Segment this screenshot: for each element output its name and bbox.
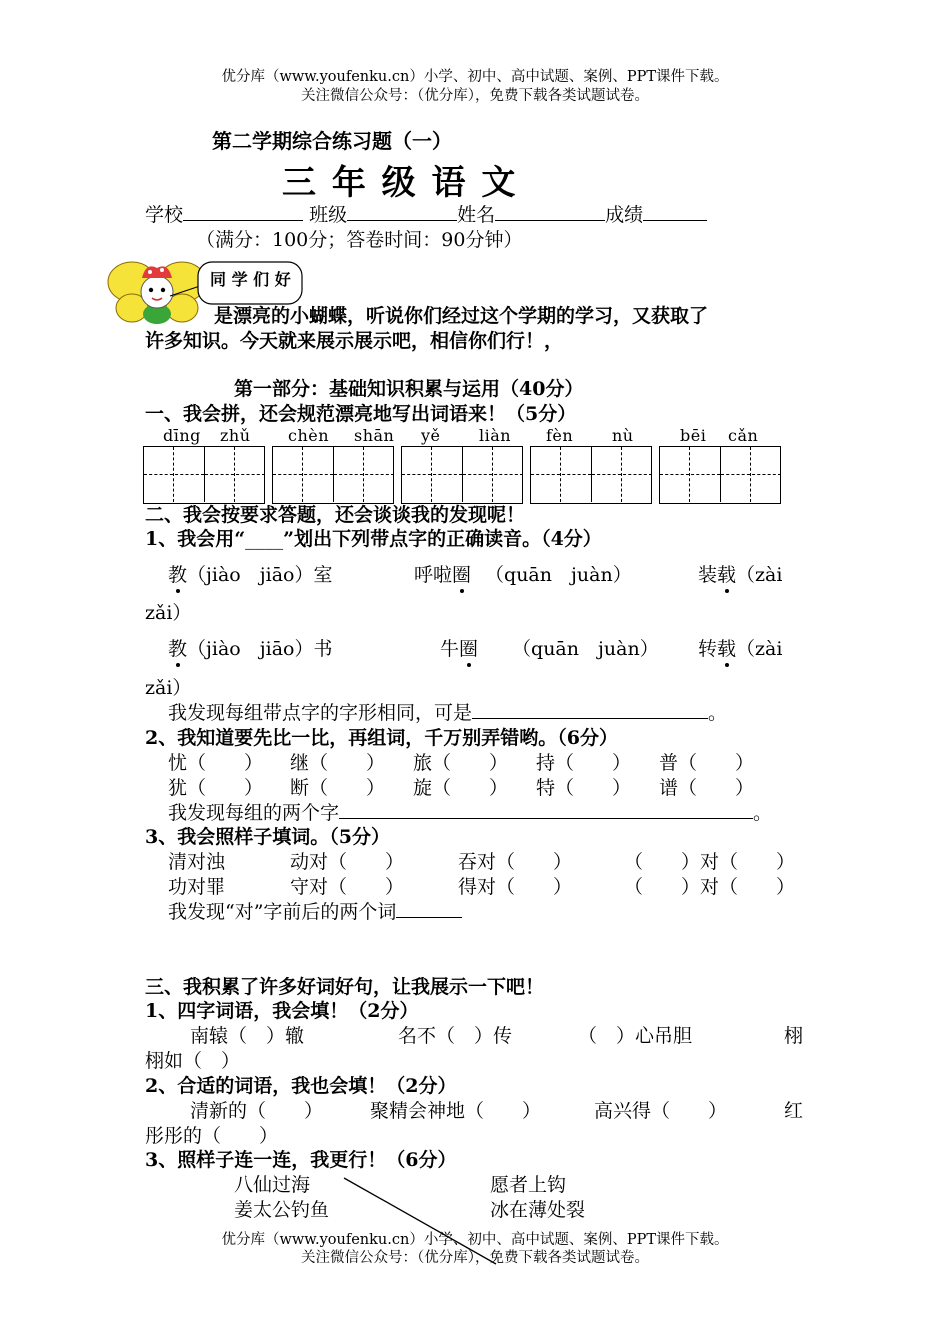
answer-blank[interactable] [472, 700, 708, 719]
q2-title: 二、我会按要求答题，还会谈谈我的发现呢！ [145, 504, 526, 526]
part3-q1-title: 1、四字词语，我会填！（2分） [145, 1000, 419, 1022]
phrase-item: 聚精会神地（ ） [370, 1100, 542, 1122]
footer-line-1: 优分库（www.youfenku.cn）小学、初中、高中试题、案例、PPT课件下载。 [221, 1232, 729, 1248]
speech-bubble-text: 同 学 们 好 [210, 270, 291, 289]
writing-grid[interactable] [659, 446, 781, 504]
score-label: 成绩 [605, 204, 644, 226]
idiom-item: 南辕（ ）辙 [190, 1025, 305, 1047]
answer-blank[interactable] [396, 899, 462, 918]
student-info-row [145, 200, 707, 227]
pinyin-label: chèn [288, 426, 330, 445]
class-label: 班级 [309, 204, 348, 226]
q2-3-find: 我发现“对”字前后的两个词 [168, 897, 462, 924]
q2-2-title: 2、我知道要先比一比，再组词，千万别弄错哟。（6分） [145, 727, 618, 749]
reading-item: 教（jiào jiāo）书 [168, 638, 333, 660]
antonym-item: 功对罪 [168, 876, 226, 898]
phrase-item: 红 [784, 1100, 804, 1122]
name-label: 姓名 [457, 204, 496, 226]
writing-grid[interactable] [530, 446, 652, 504]
pinyin-label: zhǔ [220, 426, 251, 445]
school-label: 学校 [145, 204, 184, 226]
match-right-item[interactable]: 愿者上钩 [490, 1174, 567, 1196]
pinyin-label: cǎn [728, 426, 759, 445]
q2-1-title: 1、我会用“____”划出下列带点字的正确读音。（4分） [145, 528, 602, 550]
word-item: 断（ ） [290, 777, 386, 799]
reading-item: 转载（zài [698, 638, 783, 660]
word-item: 谱（ ） [659, 777, 755, 799]
intro-line-2: 许多知识。今天就来展示展示吧，相信你们行！， [145, 330, 564, 352]
pinyin-label: dīng [163, 426, 201, 445]
exam-meta: （满分：100分；答卷时间：90分钟） [196, 229, 523, 251]
reading-wrap: zǎi） [145, 602, 192, 624]
phrase-wrap: 彤彤的（ ） [145, 1125, 279, 1147]
part1-title: 第一部分：基础知识积累与运用（40分） [234, 378, 584, 400]
pinyin-label: yě [421, 426, 441, 445]
part3-q2-title: 2、合适的词语，我也会填！（2分） [145, 1075, 457, 1097]
antonym-item: 动对（ ） [290, 851, 405, 873]
word-item: 犹（ ） [168, 777, 264, 799]
q2-1-find: 我发现每组带点字的字形相同，可是 。 [168, 702, 728, 724]
reading-item: 教（jiào jiāo）室 [168, 564, 333, 586]
header-line-1: 优分库（www.youfenku.cn）小学、初中、高中试题、案例、PPT课件下载。 [221, 69, 729, 85]
antonym-item: 清对浊 [168, 851, 226, 873]
q2-3-title: 3、我会照样子填词。（5分） [145, 826, 390, 848]
name-blank[interactable] [495, 202, 605, 221]
antonym-item: （ ）对（ ） [624, 876, 796, 898]
antonym-item: 守对（ ） [290, 876, 405, 898]
reading-item: 装载（zài [698, 564, 783, 586]
q1-title: 一、我会拼，还会规范漂亮地写出词语来！（5分） [145, 403, 577, 425]
reading-item: 呼啦圈 （quān juàn） [414, 564, 632, 586]
idiom-item: 名不（ ）传 [398, 1025, 513, 1047]
part3-q3-title: 3、照样子连一连，我更行！（6分） [145, 1149, 457, 1171]
phrase-item: 清新的（ ） [190, 1100, 324, 1122]
reading-item: 牛圈 （quān juàn） [440, 638, 659, 660]
reading-wrap: zǎi） [145, 677, 192, 699]
pinyin-label: nù [612, 426, 634, 445]
phrase-item: 高兴得（ ） [594, 1100, 728, 1122]
word-item: 忧（ ） [168, 752, 264, 774]
class-blank[interactable] [347, 202, 457, 221]
score-blank[interactable] [643, 202, 707, 221]
antonym-item: 得对（ ） [458, 876, 573, 898]
pinyin-label: bēi [680, 426, 707, 445]
part3-title: 三、我积累了许多好词好句，让我展示一下吧！ [145, 976, 545, 998]
antonym-item: （ ）对（ ） [624, 851, 796, 873]
idiom-wrap: 栩如（ ） [145, 1050, 241, 1072]
match-left-item[interactable]: 八仙过海 [234, 1174, 311, 1196]
school-blank[interactable] [183, 202, 303, 221]
answer-blank[interactable] [339, 800, 753, 819]
header-line-2: 关注微信公众号：（优分库），免费下载各类试题试卷。 [301, 88, 649, 104]
writing-grid[interactable] [143, 446, 265, 504]
writing-grid[interactable] [401, 446, 523, 504]
pinyin-label: shān [354, 426, 395, 445]
pinyin-label: liàn [479, 426, 512, 445]
intro-line-1: 是漂亮的小蝴蝶，听说你们经过这个学期的学习，又获取了 [214, 305, 709, 327]
idiom-item: 栩 [784, 1025, 804, 1047]
idiom-item: （ ）心吊胆 [578, 1025, 693, 1047]
word-item: 持（ ） [536, 752, 632, 774]
word-item: 旋（ ） [413, 777, 509, 799]
word-item: 特（ ） [536, 777, 632, 799]
match-left-item[interactable]: 姜太公钓鱼 [234, 1199, 330, 1221]
footer-line-2: 关注微信公众号：（优分库），免费下载各类试题试卷。 [301, 1250, 649, 1266]
word-item: 普（ ） [659, 752, 755, 774]
antonym-item: 吞对（ ） [458, 851, 573, 873]
exam-title: 三 年 级 语 文 [282, 163, 518, 203]
match-right-item[interactable]: 冰在薄处裂 [490, 1199, 586, 1221]
exam-subtitle: 第二学期综合练习题（一） [212, 129, 452, 153]
q2-2-find: 我发现每组的两个字 。 [168, 802, 773, 824]
word-item: 继（ ） [290, 752, 386, 774]
pinyin-label: fèn [546, 426, 574, 445]
writing-grid[interactable] [272, 446, 394, 504]
word-item: 旅（ ） [413, 752, 509, 774]
